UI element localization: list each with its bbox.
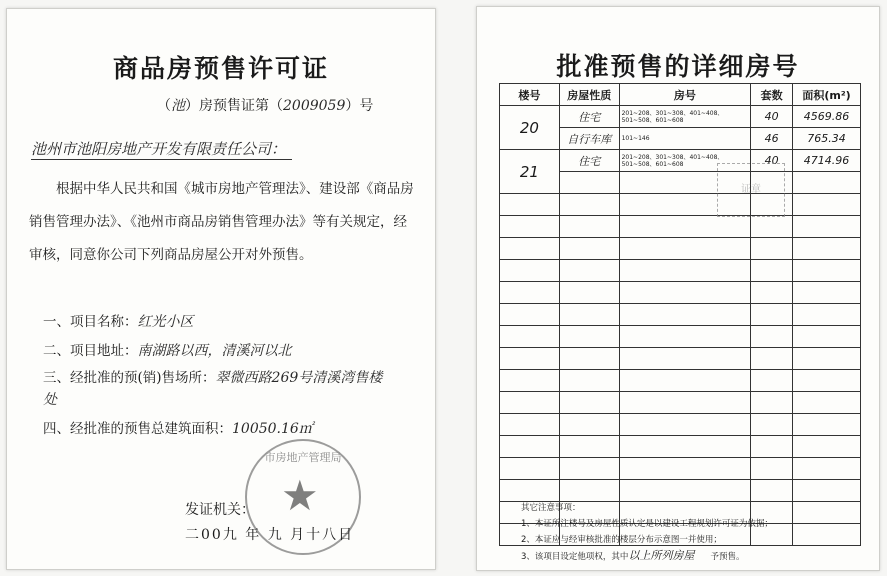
item-value: 南湖路以西，清溪河以北 [137, 343, 292, 359]
empty-table-row [500, 216, 861, 238]
empty-table-row [500, 194, 861, 216]
table-cell [500, 436, 560, 458]
note-3-handwritten: 以上所列房屋 [628, 549, 695, 562]
table-cell [751, 326, 793, 348]
notes-section [521, 500, 773, 565]
table-cell [751, 348, 793, 370]
note-2: 2、本证应与经审核批准的楼层分布示意图一并使用； [521, 535, 722, 545]
item-value: 翠微西路269号清溪湾售楼处 [43, 370, 383, 408]
table-cell [619, 480, 751, 502]
room-details-title: 批准预售的详细房号 [556, 52, 800, 81]
table-cell [559, 260, 619, 282]
table-cell [793, 502, 861, 524]
table-cell [751, 282, 793, 304]
table-cell [559, 172, 619, 194]
table-cell [751, 216, 793, 238]
table-cell [793, 216, 861, 238]
table-cell [619, 436, 751, 458]
empty-table-row [500, 348, 861, 370]
table-cell [793, 194, 861, 216]
table-cell [793, 414, 861, 436]
item-value: 红光小区 [137, 314, 194, 330]
table-cell [793, 458, 861, 480]
table-row [500, 106, 861, 128]
cell-type: 自行车库 [559, 128, 619, 150]
table-cell [751, 414, 793, 436]
table-cell [500, 216, 560, 238]
empty-table-row [500, 304, 861, 326]
note-3 [521, 548, 773, 565]
table-cell [559, 480, 619, 502]
license-title: 商品房预售许可证 [112, 54, 329, 83]
cell-area: 4569.86 [793, 106, 861, 128]
note-3-part-c: 予预售。 [710, 552, 745, 562]
table-cell [619, 392, 751, 414]
table-cell [619, 414, 751, 436]
table-cell [793, 436, 861, 458]
table-cell [500, 238, 560, 260]
table-cell [793, 392, 861, 414]
cell-type: 住宅 [559, 150, 619, 172]
notes-title: 其它注意事项： [521, 503, 581, 513]
table-header-row [500, 84, 861, 106]
empty-table-row [500, 392, 861, 414]
item-label: 二、项目地址： [43, 343, 138, 359]
table-cell [751, 238, 793, 260]
table-cell [500, 414, 560, 436]
item-total-area [43, 417, 313, 438]
table-cell [793, 260, 861, 282]
cell-rooms: 201~208、301~308、401~408、501~508、601~608 [619, 106, 751, 128]
table-cell [619, 216, 751, 238]
table-cell [500, 458, 560, 480]
item-label: 四、经批准的预售总建筑面积： [43, 421, 232, 437]
table-cell [619, 370, 751, 392]
table-cell [559, 282, 619, 304]
table-cell [619, 260, 751, 282]
empty-table-row [500, 282, 861, 304]
table-cell [793, 524, 861, 546]
cell-area: 4714.96 [793, 150, 861, 172]
table-cell [559, 370, 619, 392]
table-cell [500, 194, 560, 216]
empty-table-row [500, 238, 861, 260]
note-1: 1、本证所注楼号及房屋性质认定是以建设工程规划许可证为依据； [521, 519, 773, 529]
table-cell [559, 326, 619, 348]
table-cell [619, 304, 751, 326]
cell-type: 住宅 [559, 106, 619, 128]
cert-city: 池 [171, 98, 185, 114]
table-cell [793, 304, 861, 326]
table-cell [559, 392, 619, 414]
issue-date: 二00九 年 九 月十八日 [185, 527, 355, 543]
table-cell [559, 194, 619, 216]
table-cell [619, 238, 751, 260]
star-icon: ★ [281, 471, 319, 520]
table-cell [793, 282, 861, 304]
table-cell [793, 480, 861, 502]
cell-units: 40 [751, 150, 793, 172]
cert-number: 2009059 [283, 98, 346, 114]
cell-units: 46 [751, 128, 793, 150]
empty-table-row [500, 414, 861, 436]
table-cell [793, 370, 861, 392]
table-cell [559, 348, 619, 370]
stamp-mark: 证章 [717, 163, 785, 217]
certificate-number-line [157, 95, 373, 115]
note-3-part-b: 设定他项权，其中 [560, 552, 629, 562]
table-cell [500, 392, 560, 414]
empty-table-row [500, 436, 861, 458]
room-details-page [476, 6, 880, 571]
table-cell [751, 436, 793, 458]
table-cell [500, 348, 560, 370]
table-cell [751, 480, 793, 502]
cell-building: 21 [500, 150, 560, 194]
header-units: 套数 [751, 84, 793, 106]
header-area: 面积(m²) [793, 84, 861, 106]
table-cell [751, 304, 793, 326]
table-cell [500, 370, 560, 392]
table-cell [500, 326, 560, 348]
table-cell [751, 458, 793, 480]
table-cell [559, 238, 619, 260]
table-cell [559, 216, 619, 238]
table-cell [793, 348, 861, 370]
table-cell [751, 392, 793, 414]
room-table [499, 83, 861, 546]
item-project-address [43, 339, 292, 360]
table-cell [619, 458, 751, 480]
cert-suffix: ）号 [345, 98, 374, 114]
table-cell [619, 348, 751, 370]
item-value: 10050.16㎡ [232, 421, 313, 437]
seal-text: 市房地产管理局 [264, 451, 342, 464]
item-label: 一、项目名称： [43, 314, 138, 330]
table-cell [500, 260, 560, 282]
cell-units: 40 [751, 106, 793, 128]
table-cell [500, 282, 560, 304]
empty-table-row [500, 480, 861, 502]
empty-table-row [500, 260, 861, 282]
empty-table-row [500, 458, 861, 480]
empty-table-row [500, 326, 861, 348]
presale-license-page [6, 8, 436, 570]
table-cell [793, 326, 861, 348]
company-name: 池州市池阳房地产开发有限责任公司： [31, 138, 292, 160]
table-cell [619, 326, 751, 348]
note-3-part-a: 3、该项目 [521, 552, 561, 562]
header-rooms: 房号 [619, 84, 751, 106]
cert-middle: ）房预售证第（ [185, 98, 283, 114]
table-cell [619, 282, 751, 304]
cell-area: 765.34 [793, 128, 861, 150]
cell-rooms: 201~208、301~308、401~408、501~508、601~608 [619, 150, 751, 172]
approval-paragraph: 根据中华人民共和国《城市房地产管理法》、建设部《商品房销售管理办法》、《池州市商品房销售管理办法》等有关规定，经审核，同意你公司下列商品房屋公开对外预售。 [29, 181, 414, 263]
table-cell [559, 458, 619, 480]
cell-rooms: 101~146 [619, 128, 751, 150]
table-cell [559, 414, 619, 436]
cert-prefix: （ [157, 98, 171, 114]
table-cell [751, 370, 793, 392]
table-cell [500, 480, 560, 502]
table-cell [559, 304, 619, 326]
item-project-name [43, 310, 194, 331]
issuing-authority: 发证机关： [185, 502, 255, 518]
table-cell [793, 238, 861, 260]
header-type: 房屋性质 [559, 84, 619, 106]
table-cell [793, 172, 861, 194]
item-label: 三、经批准的预(销)售场所： [43, 370, 216, 386]
table-row [500, 150, 861, 172]
table-cell [500, 304, 560, 326]
empty-table-row [500, 370, 861, 392]
header-building: 楼号 [500, 84, 560, 106]
table-cell [559, 436, 619, 458]
cell-building: 20 [500, 106, 560, 150]
item-sales-office [43, 367, 383, 411]
table-cell [751, 260, 793, 282]
